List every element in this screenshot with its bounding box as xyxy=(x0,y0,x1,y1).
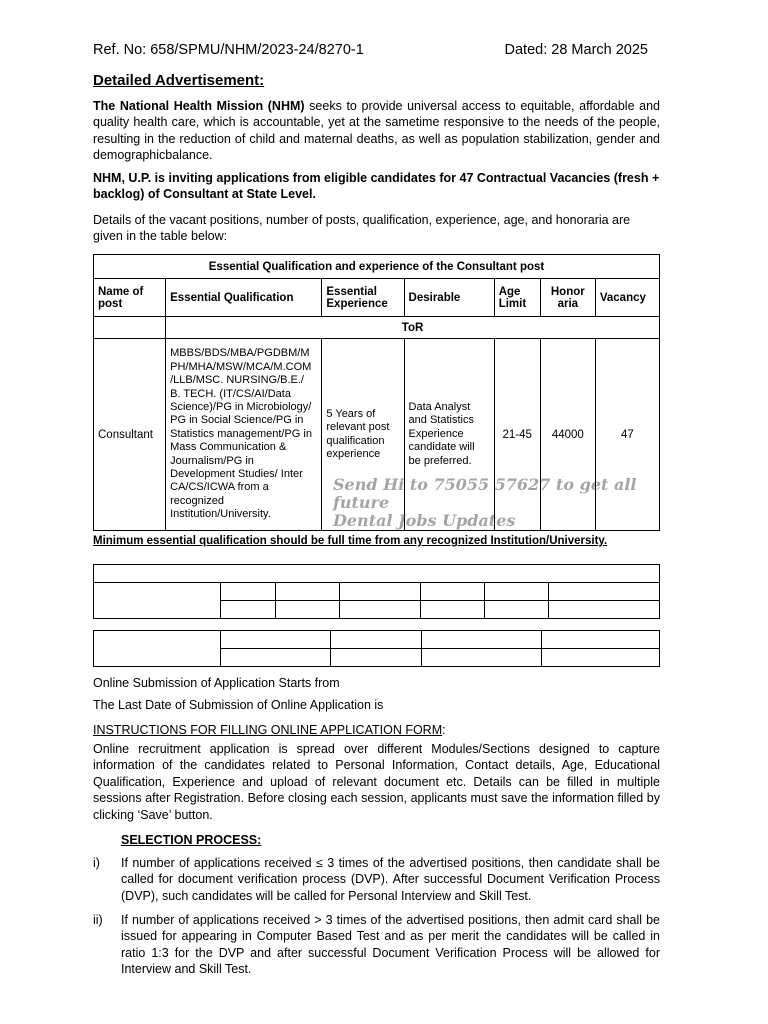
header-experience: Essential Experience xyxy=(322,279,404,317)
document-date: Dated: 28 March 2025 xyxy=(504,42,648,58)
intro-text: seeks to provide universal access to equitable, affordable and quality health care, which is accountable, yet at the sametime responsive to the needs of the people, resulting in the reduction of child and maternal deaths, as well as population stabilization, gender and demographicbalance. xyxy=(93,99,661,163)
empty-cell xyxy=(220,631,330,649)
empty-cell xyxy=(542,631,660,649)
intro-paragraph xyxy=(93,98,660,164)
empty-cell xyxy=(275,583,339,601)
instructions-heading-colon: : xyxy=(442,723,446,737)
empty-table-1 xyxy=(93,564,660,619)
application-start-line: Online Submission of Application Starts from xyxy=(93,676,340,690)
selection-heading: SELECTION PROCESS: xyxy=(121,833,262,847)
page-title: Detailed Advertisement: xyxy=(93,72,265,89)
row-experience: 5 Years of relevant post qualification experience xyxy=(322,339,404,531)
empty-cell xyxy=(421,601,485,619)
tor-empty-cell xyxy=(94,317,166,339)
header-name: Name of post xyxy=(94,279,166,317)
selection-item-text: If number of applications received > 3 times of the advertised positions, then admit card shall be issued for appearing in Computer Based Test and as per merit the candidates will be called in ratio 1:3 for the DVP and after successful Document Verification Process will be allowed for Interview and Skill Test. xyxy=(121,913,660,977)
qualification-note: Minimum essential qualification should be full time from any recognized Institution/University. xyxy=(93,535,608,547)
row-qualification: MBBS/BDS/MBA/PGDBM/M PH/MHA/MSW/MCA/M.COM /LLB/MSC. NURSING/B.E./ B. TECH. (IT/CS/AI/Data Science)/PG in Microbiology/ PG in Social Science/PG in Statistics management/PG in Mass Communication & Journalism/PG in Development Studies/ Inter CA/CS/ICWA from a recognized Institution/University. xyxy=(166,339,322,531)
empty-cell xyxy=(421,583,485,601)
selection-item xyxy=(93,912,660,978)
empty-cell xyxy=(275,601,339,619)
empty-cell xyxy=(485,583,549,601)
row-age: 21-45 xyxy=(494,339,540,531)
selection-item-number: ii) xyxy=(93,913,103,927)
selection-item-text: If number of applications received ≤ 3 times of the advertised positions, then candidate shall be called for document verification process (DVP). After successful Document Verification Process (DVP), such candidates will be called for Personal Interview and Skill Test. xyxy=(121,856,660,903)
instructions-heading xyxy=(93,723,446,737)
empty-cell xyxy=(549,601,660,619)
empty-cell xyxy=(422,649,542,667)
row-desirable: Data Analyst and Statistics Experience candidate will be preferred. xyxy=(404,339,494,531)
row-name: Consultant xyxy=(94,339,166,531)
empty-cell xyxy=(422,631,542,649)
header-desirable: Desirable xyxy=(404,279,494,317)
empty-cell xyxy=(542,649,660,667)
watermark-line-1: Send Hi to 75055 57627 to get all future xyxy=(333,475,637,512)
instructions-heading-text: INSTRUCTIONS FOR FILLING ONLINE APPLICATION FORM xyxy=(93,723,443,737)
header-vacancy: Vacancy xyxy=(595,279,659,317)
empty-cell xyxy=(339,583,421,601)
tor-label: ToR xyxy=(166,317,660,339)
intro-bold-lead: The National Health Mission (NHM) xyxy=(93,99,305,113)
empty-cell xyxy=(220,649,330,667)
header-age: Age Limit xyxy=(494,279,540,317)
empty-table-2 xyxy=(93,630,660,667)
invite-paragraph: NHM, U.P. is inviting applications from eligible candidates for 47 Contractual Vacancies (fresh + backlog) of Consultant at State Level. xyxy=(93,171,660,202)
reference-number: Ref. No: 658/SPMU/NHM/2023-24/8270-1 xyxy=(93,42,364,58)
empty-cell xyxy=(94,583,221,619)
row-vacancy: 47 xyxy=(595,339,659,531)
vacancy-table xyxy=(93,254,660,531)
empty-cell xyxy=(220,583,275,601)
empty-cell xyxy=(339,601,421,619)
selection-item-number: i) xyxy=(93,856,100,870)
application-last-date-line: The Last Date of Submission of Online Application is xyxy=(93,698,384,712)
empty-cell xyxy=(94,565,660,583)
table-caption: Essential Qualification and experience of the Consultant post xyxy=(94,255,660,279)
header-honoraria: Honor aria xyxy=(540,279,595,317)
row-honoraria: 44000 xyxy=(540,339,595,531)
empty-cell xyxy=(94,631,221,667)
header-qualification: Essential Qualification xyxy=(166,279,322,317)
instructions-paragraph: Online recruitment application is spread over different Modules/Sections designed to capture information of the candidates related to Personal Information, Contact details, Age, Educational Qualification, Experience and upload of relevant document etc. Details can be filled in multiple sessions after Registration. Before closing each session, applicants must save the information filled by clicking ‘Save’ button. xyxy=(93,742,660,822)
details-paragraph: Details of the vacant positions, number of posts, qualification, experience, age, and honoraria are given in the table below: xyxy=(93,213,631,244)
empty-cell xyxy=(549,583,660,601)
watermark-line-2: Dental Jobs Updates xyxy=(333,511,516,530)
empty-cell xyxy=(220,601,275,619)
empty-cell xyxy=(330,631,422,649)
empty-cell xyxy=(330,649,422,667)
selection-item xyxy=(93,855,660,904)
empty-cell xyxy=(485,601,549,619)
